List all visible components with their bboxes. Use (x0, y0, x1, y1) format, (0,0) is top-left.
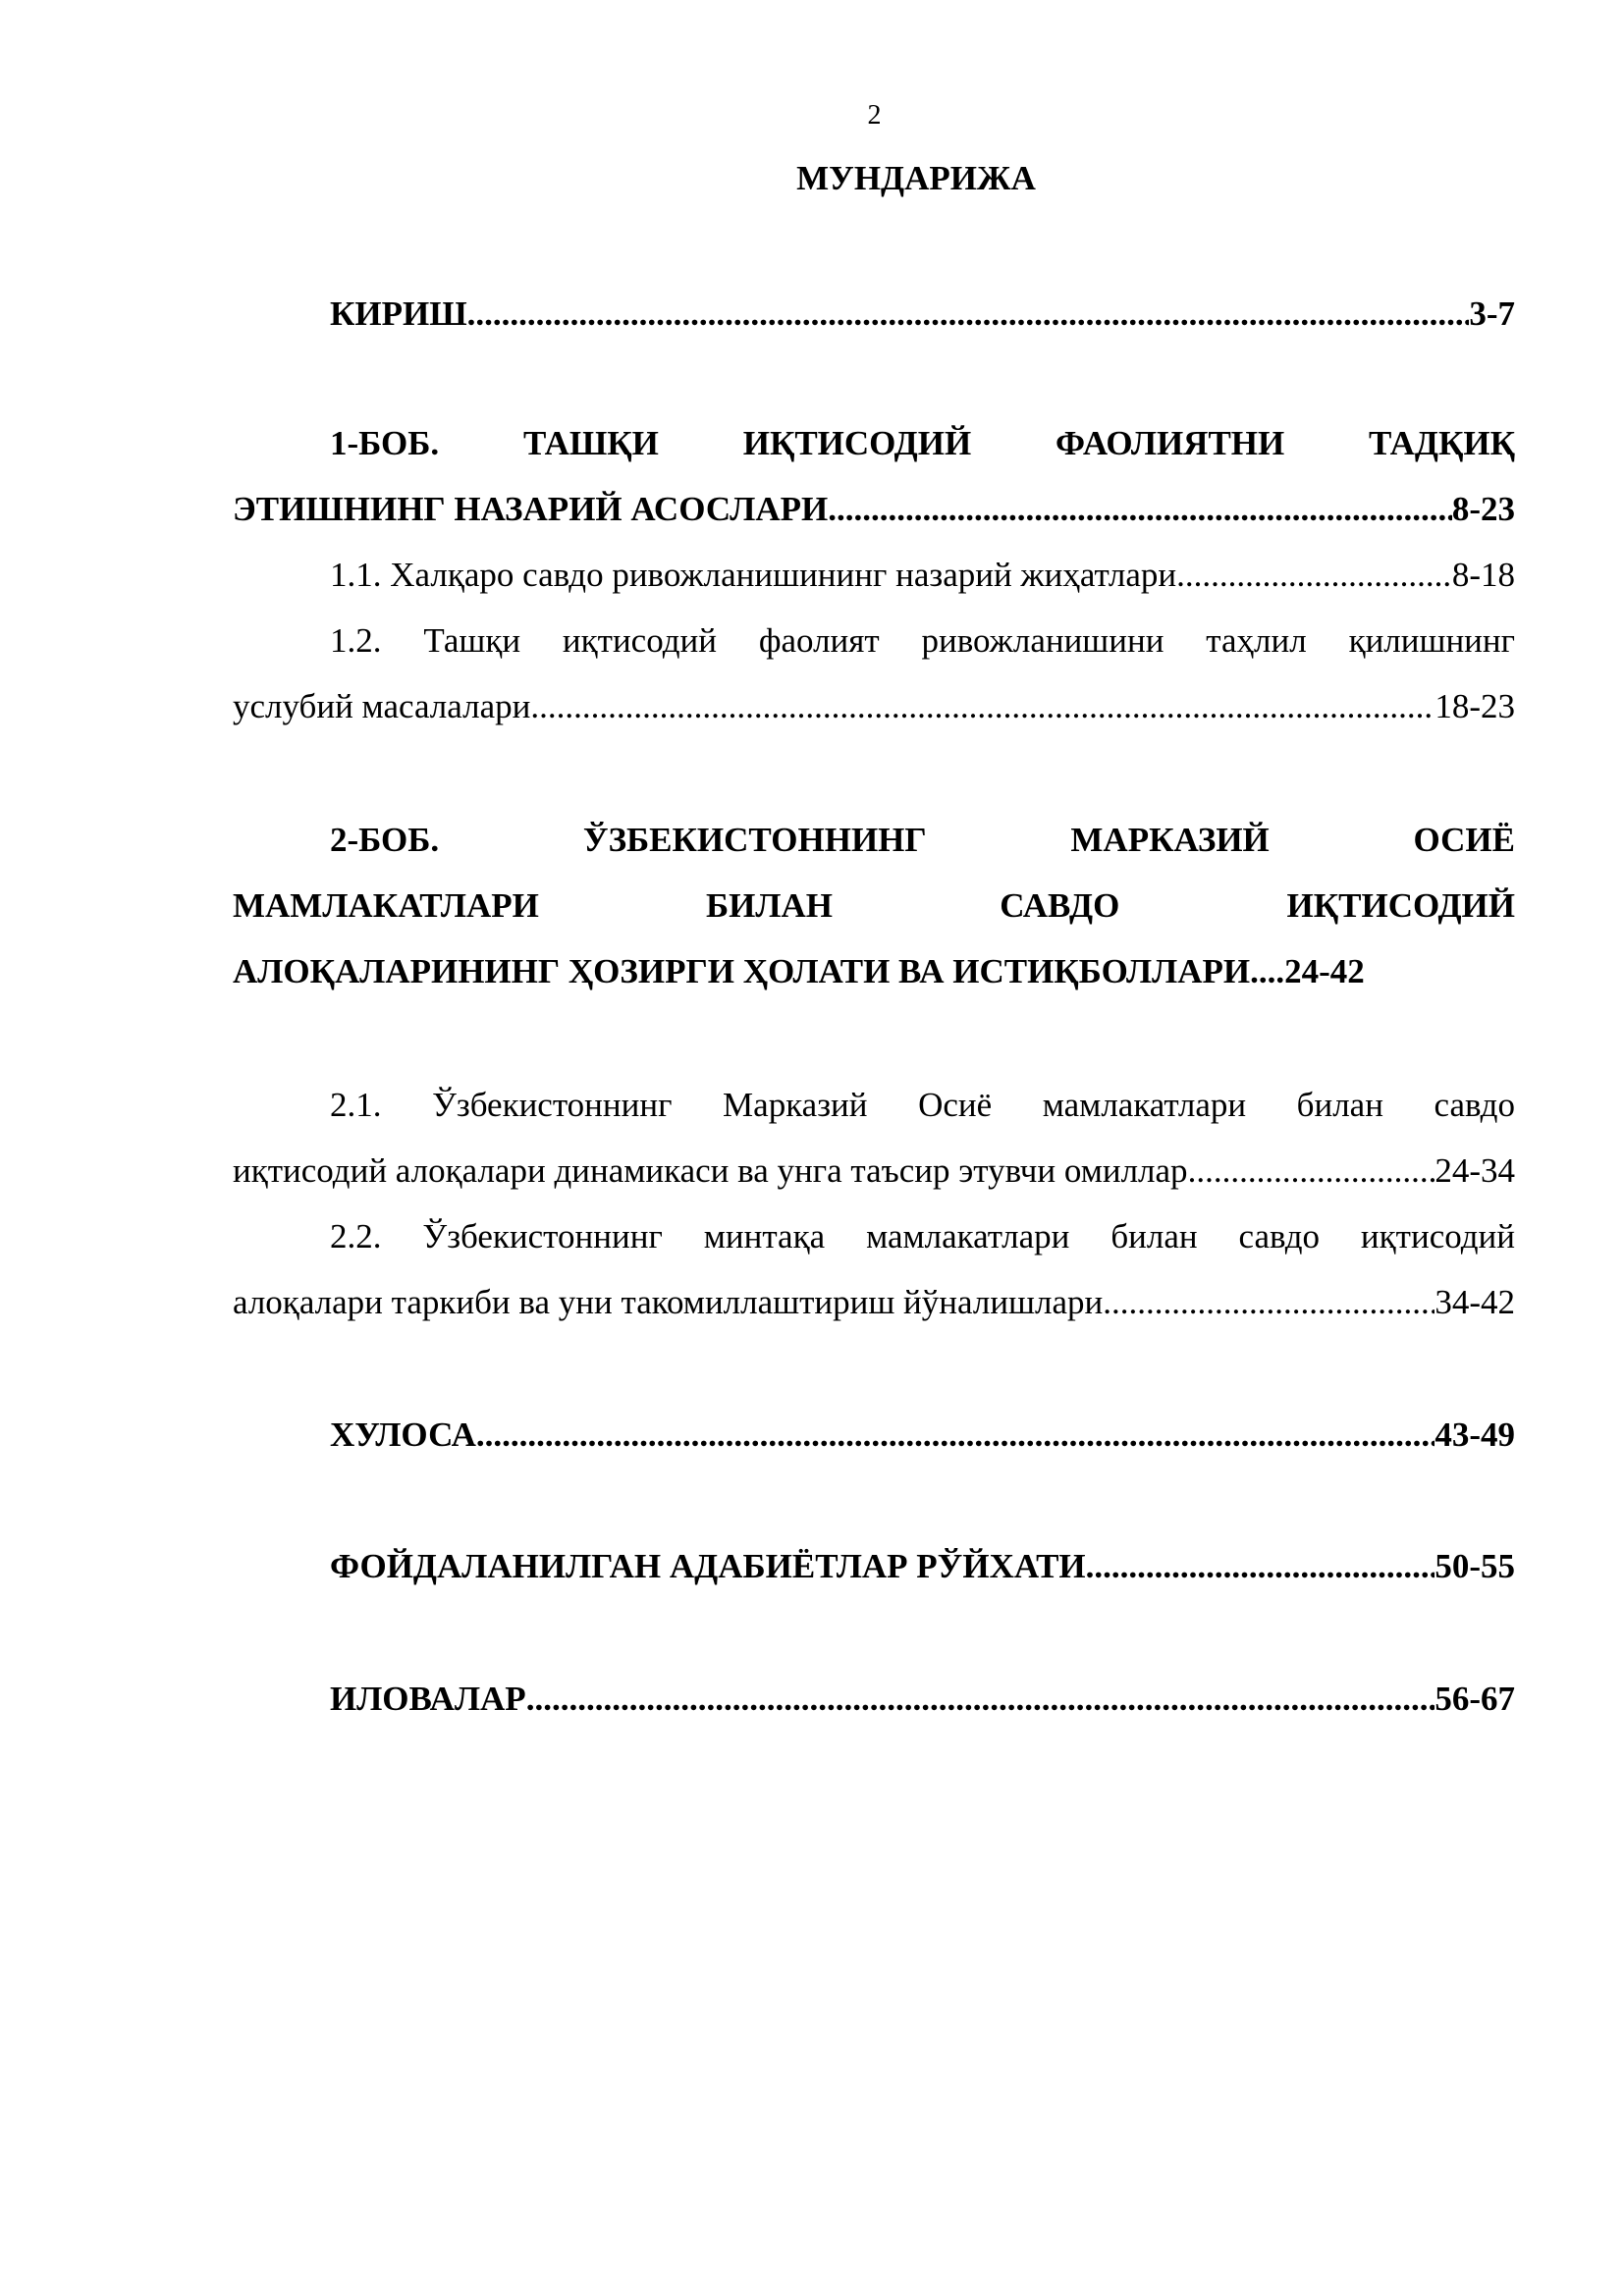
toc-entry-references[interactable] (233, 1533, 1515, 1599)
dot-leader (828, 476, 1452, 542)
toc-pages: 8-23 (1451, 490, 1515, 528)
toc-label: ЭТИШНИНГ НАЗАРИЙ АСОСЛАРИ (233, 490, 829, 528)
toc-entry-section-1-2[interactable] (233, 608, 1515, 739)
toc-pages: 34-42 (1435, 1283, 1515, 1321)
toc-chapter-line: МАМЛАКАТЛАРИ БИЛАН САВДО ИҚТИСОДИЙ (233, 886, 1515, 925)
toc-pages: 3-7 (1469, 294, 1515, 333)
toc-section-line: 1.2. Ташқи иқтисодий фаолият ривожланишини таҳлил қилишнинг (330, 621, 1515, 660)
toc-label: ФОЙДАЛАНИЛГАН АДАБИЁТЛАР РЎЙХАТИ (330, 1547, 1086, 1585)
toc-section-line: 2.2. Ўзбекистоннинг минтақа мамлакатлари билан савдо иқтисодий (330, 1217, 1515, 1255)
page-title: МУНДАРИЖА (796, 159, 1036, 197)
toc-chapter-line: 1-БОБ. ТАШҚИ ИҚТИСОДИЙ ФАОЛИЯТНИ ТАДҚИҚ (330, 424, 1515, 462)
toc-entry-chapter-2[interactable] (233, 807, 1515, 1004)
toc-label: АЛОҚАЛАРИНИНГ ҲОЗИРГИ ҲОЛАТИ ВА ИСТИҚБОЛЛАРИ.... (233, 952, 1285, 990)
toc-label: иқтисодий алоқалари динамикаси ва унга таъсир этувчи омиллар (233, 1151, 1188, 1190)
toc-entry-section-2-1[interactable] (233, 1072, 1515, 1203)
toc-label: 1.1. Халқаро савдо ривожланишининг назарий жиҳатлари (330, 556, 1177, 594)
toc-entry-chapter-1[interactable] (233, 410, 1515, 542)
toc-pages: 18-23 (1435, 687, 1515, 725)
toc-entry-section-2-2[interactable] (233, 1203, 1515, 1335)
toc-entry-section-1-1[interactable] (233, 542, 1515, 608)
toc-entry-conclusion[interactable] (233, 1402, 1515, 1468)
toc-label: КИРИШ (330, 294, 467, 333)
toc-pages: 24-34 (1435, 1151, 1515, 1190)
dot-leader (1176, 542, 1452, 608)
toc-pages: 50-55 (1435, 1547, 1515, 1585)
toc-label: ХУЛОСА (330, 1415, 476, 1454)
toc-label: ИЛОВАЛАР (330, 1680, 526, 1718)
toc-pages: 8-18 (1451, 556, 1515, 594)
toc-pages: 56-67 (1435, 1680, 1515, 1718)
dot-leader (1188, 1138, 1435, 1203)
dot-leader (530, 673, 1435, 739)
dot-leader (1103, 1269, 1435, 1335)
toc-entry-appendices[interactable] (233, 1666, 1515, 1732)
toc-entry-intro[interactable] (233, 281, 1515, 347)
dot-leader (526, 1666, 1435, 1732)
dot-leader (467, 281, 1470, 347)
dot-leader (1086, 1533, 1435, 1599)
dot-leader (476, 1402, 1435, 1468)
toc-label: услубий масалалари (233, 687, 531, 725)
toc-section-line: 2.1. Ўзбекистоннинг Марказий Осиё мамлакатлари билан савдо (330, 1086, 1515, 1124)
toc-label: алоқалари таркиби ва уни такомиллаштириш йўналишлари (233, 1283, 1104, 1321)
page-number: 2 (867, 100, 882, 131)
toc-pages: 24-42 (1284, 952, 1365, 990)
toc-chapter-line: 2-БОБ. ЎЗБЕКИСТОННИНГ МАРКАЗИЙ ОСИЁ (330, 821, 1515, 859)
toc-pages: 43-49 (1435, 1415, 1515, 1454)
